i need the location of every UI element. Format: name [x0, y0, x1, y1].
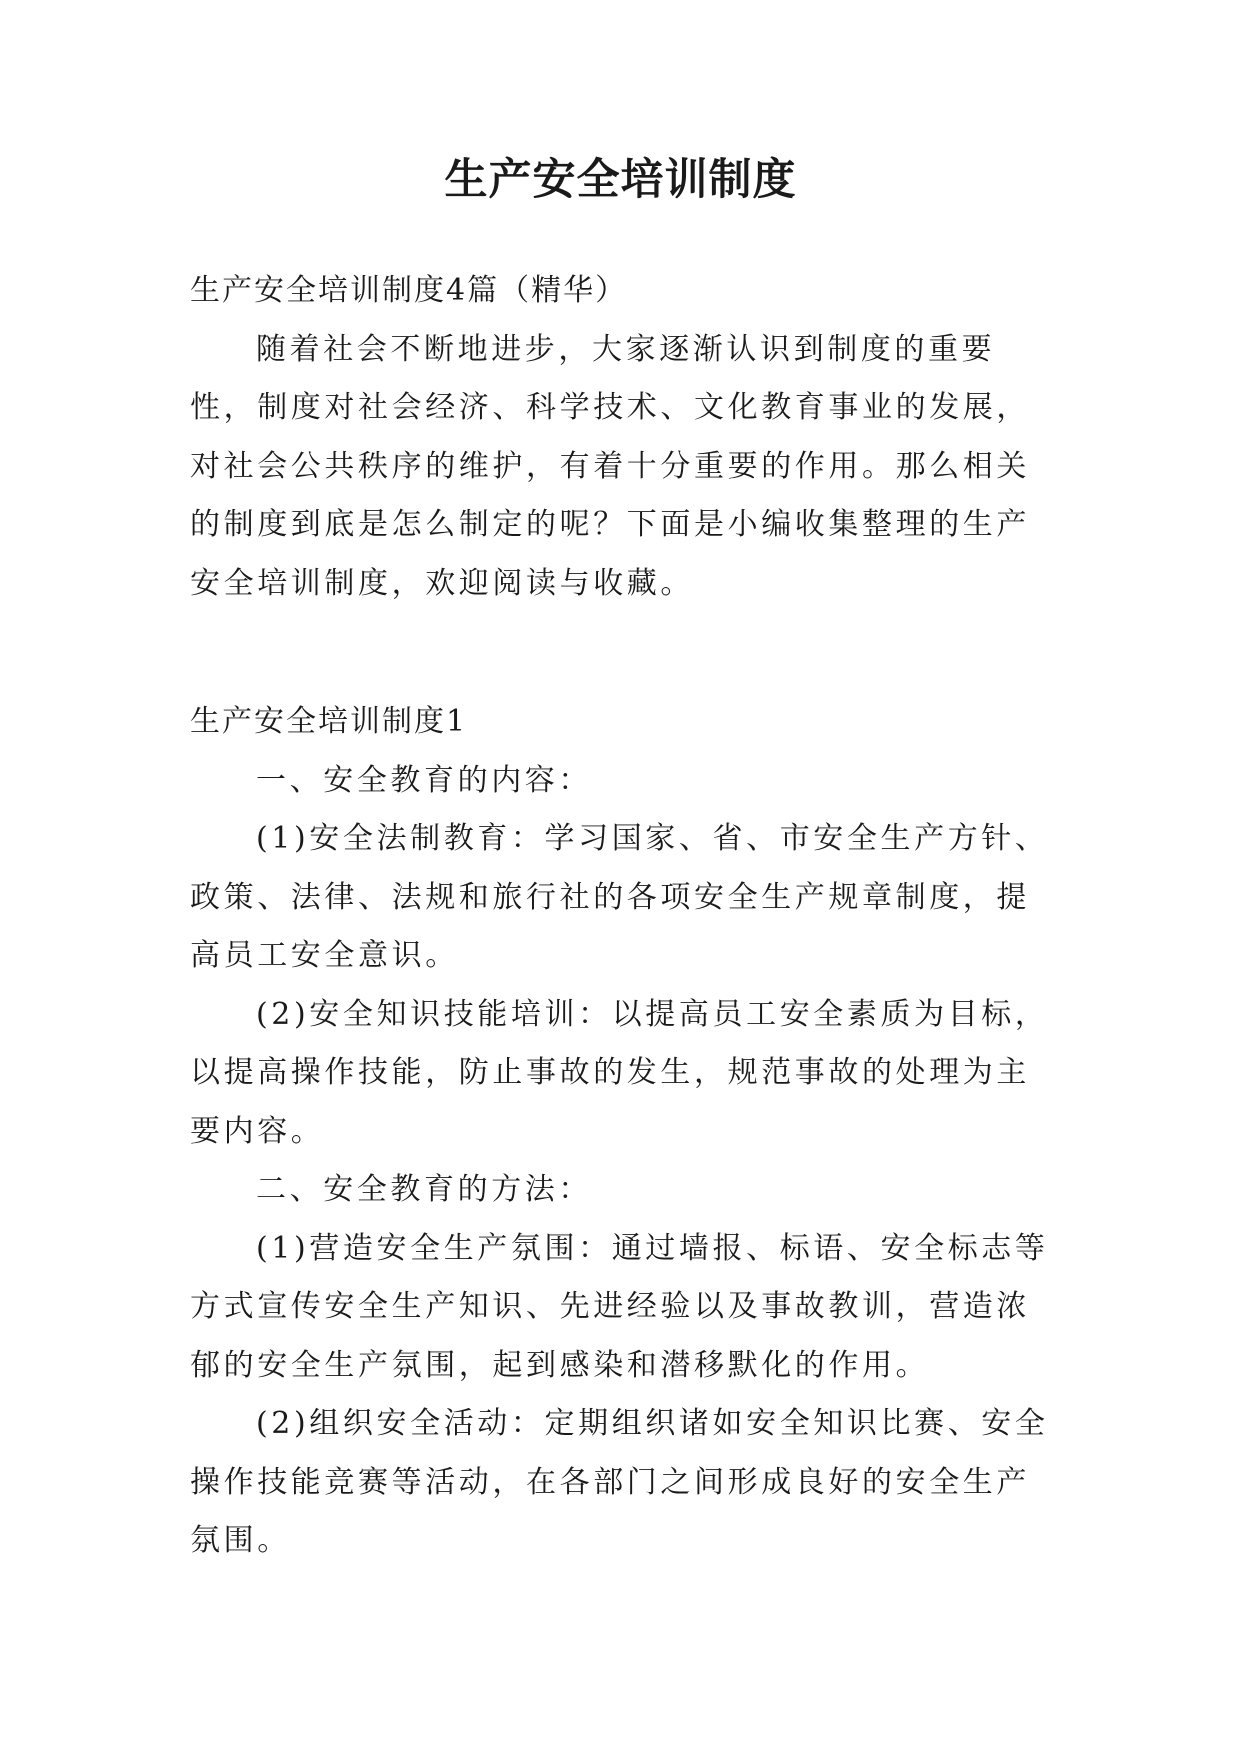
intro-section	[190, 262, 1060, 613]
section-heading: 生产安全培训制度1	[190, 704, 468, 739]
document-title: 生产安全培训制度	[444, 155, 797, 205]
method-heading: 二、安全教育的方法：	[256, 1172, 592, 1207]
section-1	[190, 693, 1060, 1571]
content-paragraph: (1)安全法制教育：学习国家、省、市安全生产方针、政策、法律、法规和旅行社的各项安全生产规章制度，提高员工安全意识。	[190, 821, 1049, 973]
document-subtitle: 生产安全培训制度4篇（精华）	[190, 273, 628, 308]
content-paragraph: (2)组织安全活动：定期组织诸如安全知识比赛、安全操作技能竞赛等活动，在各部门之间形成良好的安全生产氛围。	[190, 1406, 1049, 1558]
content-paragraph: (1)营造安全生产氛围：通过墙报、标语、安全标志等方式宣传安全生产知识、先进经验以及事故教训，营造浓郁的安全生产氛围，起到感染和潜移默化的作用。	[190, 1230, 1049, 1383]
intro-paragraph: 随着社会不断地进步，大家逐渐认识到制度的重要性，制度对社会经济、科学技术、文化教育事业的发展，对社会公共秩序的维护，有着十分重要的作用。那么相关的制度到底是怎么制定的呢？下面是小编收集整理的生产安全培训制度，欢迎阅读与收藏。	[190, 331, 1030, 601]
content-heading: 一、安全教育的内容：	[256, 762, 592, 798]
content-paragraph: (2)安全知识技能培训：以提高员工安全素质为目标，以提高操作技能，防止事故的发生，规范事故的处理为主要内容。	[190, 996, 1049, 1149]
